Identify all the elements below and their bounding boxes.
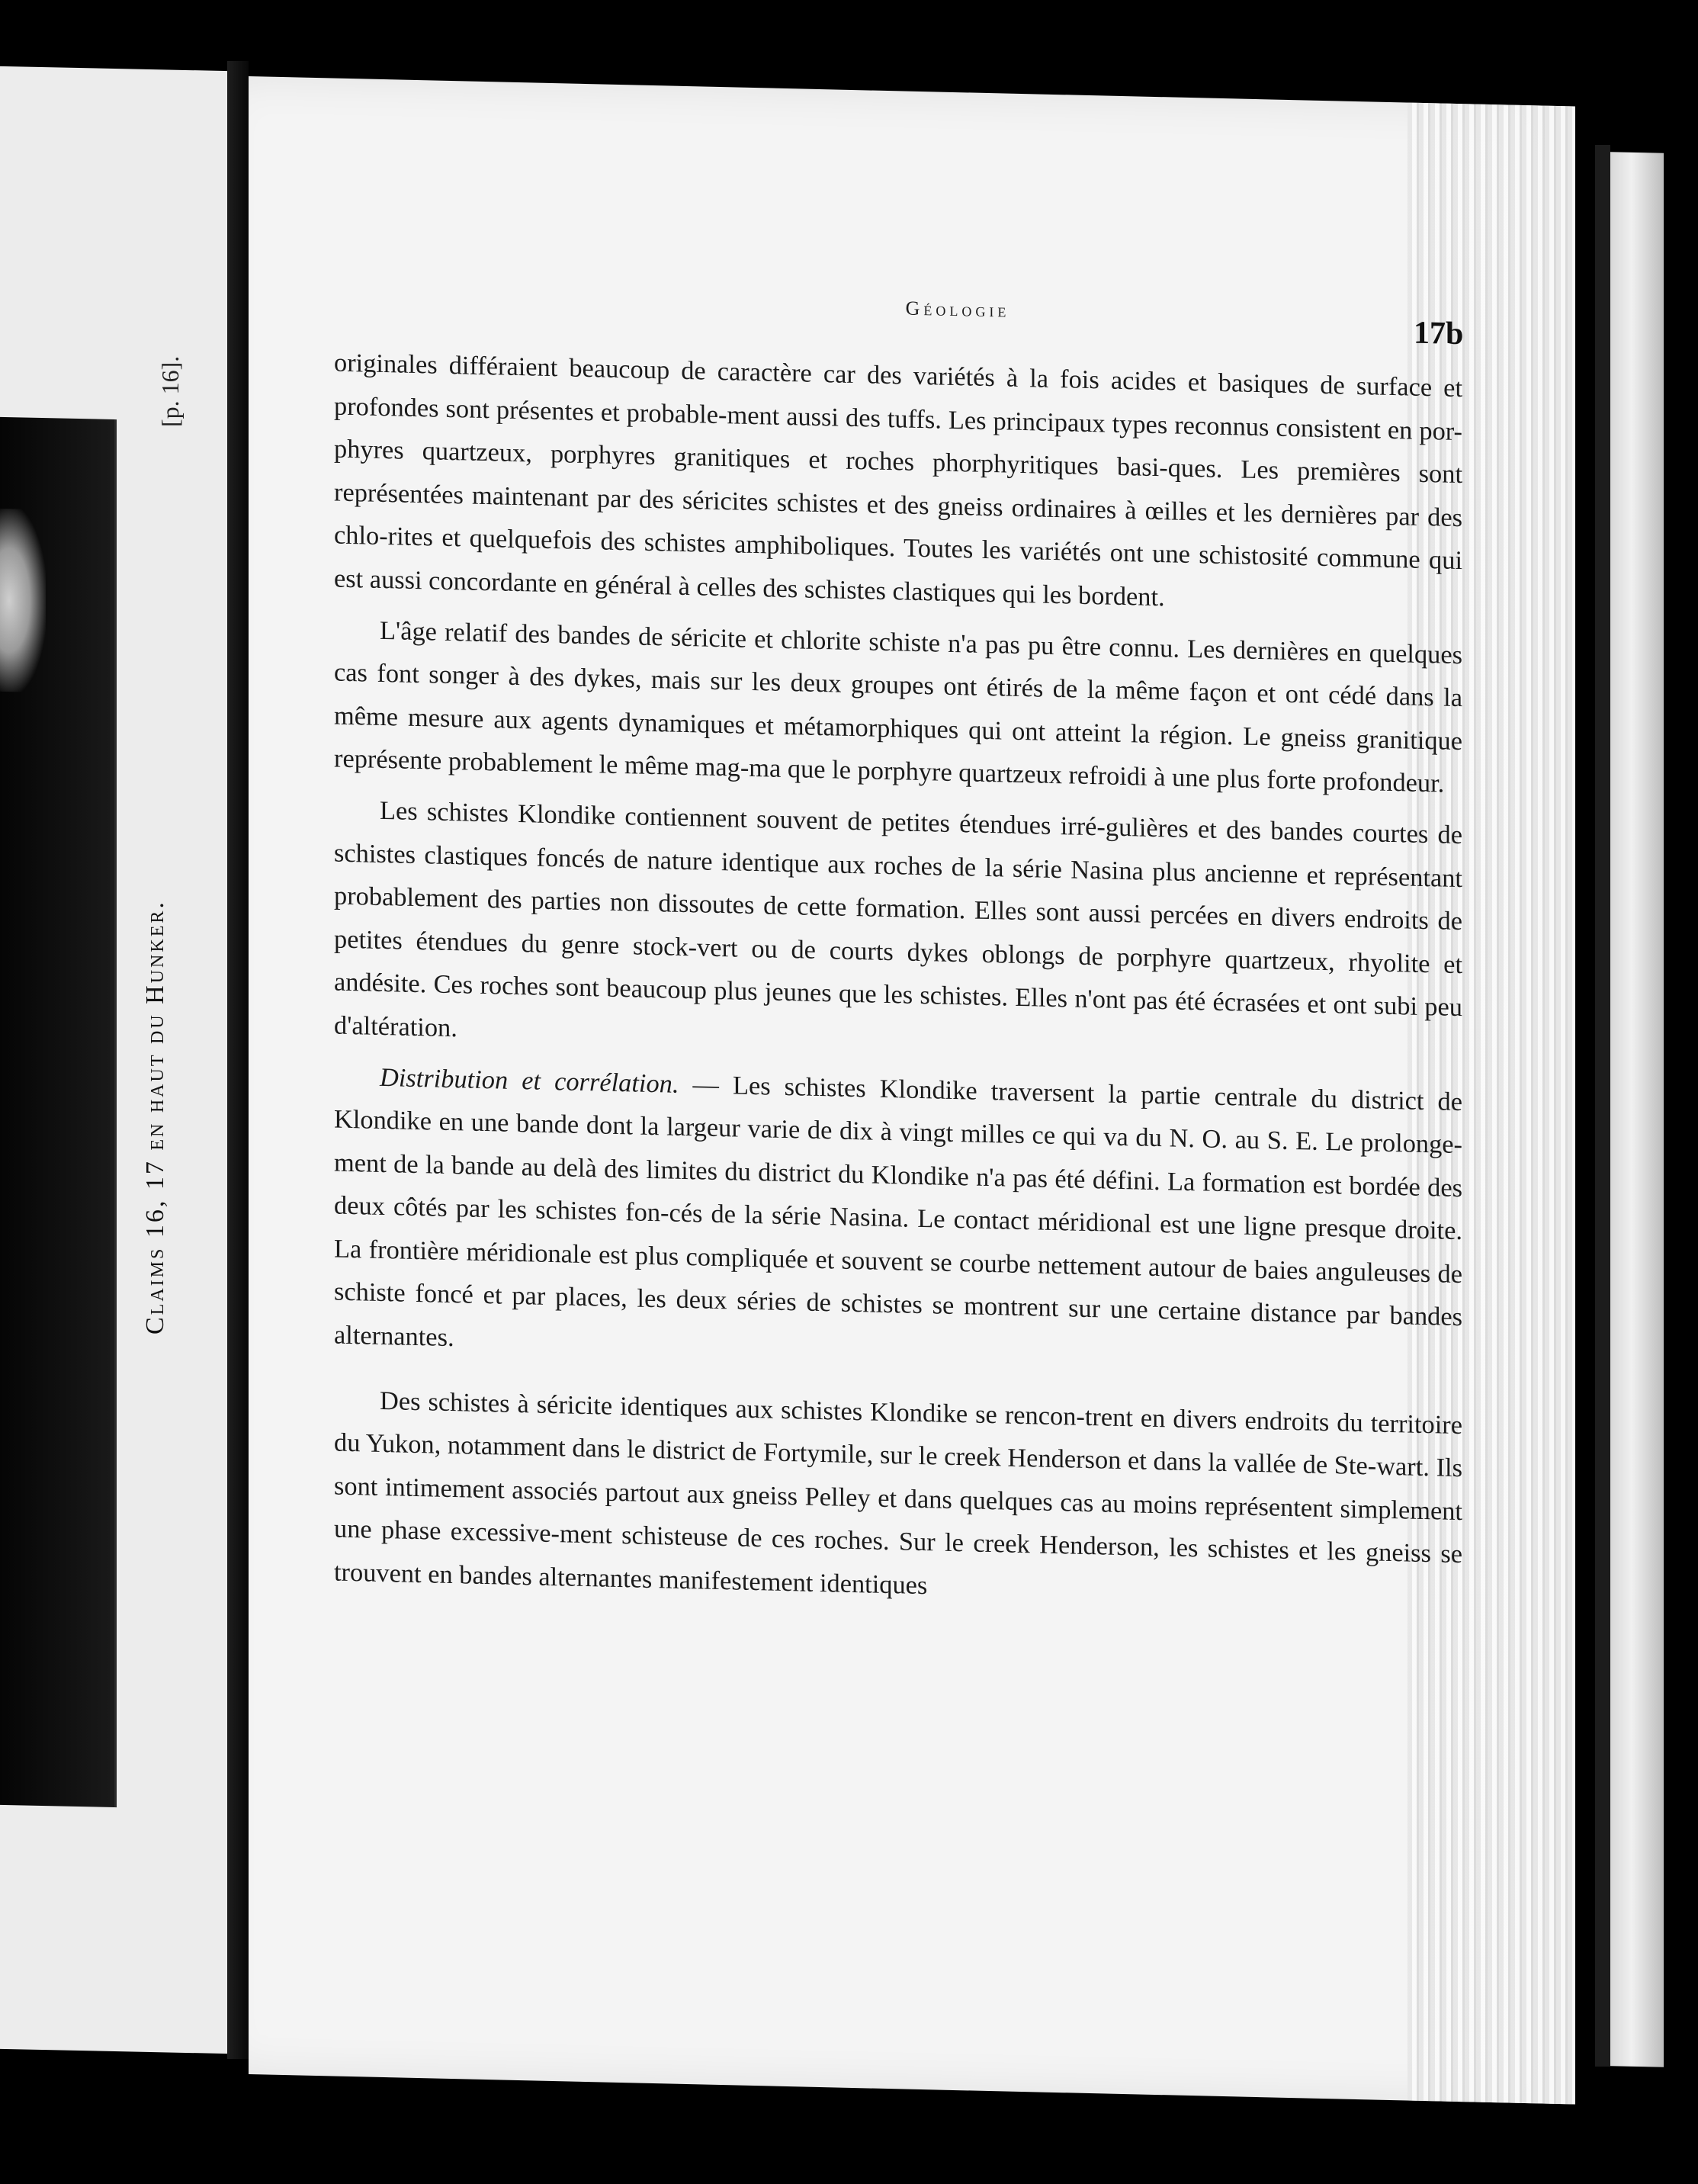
text-line: L'âge relatif des bandes de séricite et chlorite schiste n'a pas pu xyxy=(380,615,1054,660)
text-line: partie centrale du district de Klondike en une bande dont la largeur xyxy=(334,1080,1462,1143)
text-line: courbe nettement autour de baies anguleuses de schiste foncé et par xyxy=(334,1248,1462,1312)
left-page xyxy=(0,66,229,2054)
text-line: par bandes alternantes. xyxy=(334,1300,1462,1353)
text-line: ment aussi des tuffs. Les principaux types reconnus consistent en por- xyxy=(727,400,1462,446)
text-line: une schistosité commune qui est aussi concordante en général à celles xyxy=(334,539,1462,603)
text-line: la région. Le gneiss granitique représente probablement le même mag- xyxy=(334,719,1462,783)
text-line: acides et basiques de surface et profondes sont présentes et probable- xyxy=(334,365,1462,429)
text-line: ment schisteuse de ces roches. Sur le creek Henderson, les schistes et xyxy=(559,1519,1318,1566)
text-line: été défini. La formation est bordée des deux côtés par les schistes fon- xyxy=(334,1164,1462,1228)
text-line: Ces roches sont beaucoup plus jeunes que les schistes. Elles n'ont pas xyxy=(433,969,1168,1016)
section-heading: Distribution et corrélation. xyxy=(380,1062,679,1099)
text-line: Les schistes Klondike contiennent souvent de petites étendues irré- xyxy=(380,795,1106,842)
left-photo xyxy=(0,417,117,1807)
right-page xyxy=(249,76,1575,2104)
text-line: probablement des parties non dissoutes de cette formation. Elles sont xyxy=(334,881,1080,927)
paragraph xyxy=(334,788,1462,1072)
book-spine xyxy=(227,61,249,2059)
text-line: ques. Les premières sont représentées maintenant par des séricites xyxy=(334,453,1463,517)
text-line: identique aux roches de la série Nasina plus ancienne et représentant xyxy=(721,846,1462,893)
text-line: — Les schistes Klondike traversent la xyxy=(679,1069,1128,1109)
left-page-reference: [p. 16]. xyxy=(156,355,184,427)
text-line: droite. La frontière méridionale est plus compliquée et souvent se xyxy=(334,1215,1462,1277)
text-line: gulières et des bandes courtes de schistes clastiques foncés de nature xyxy=(334,812,1462,876)
page-stack-edge xyxy=(1610,152,1664,2067)
text-line: sur les deux groupes ont étirés de la même façon et ont cédé dans la xyxy=(710,666,1462,713)
paragraph xyxy=(334,342,1462,626)
left-page-caption: Claims 16, 17 en haut du Hunker. xyxy=(141,900,169,1334)
text-line: quelques cas au moins représentent simplement une phase excessive- xyxy=(334,1485,1462,1549)
running-header: Géologie xyxy=(905,297,1010,322)
photo-highlight xyxy=(0,509,46,692)
text-line: trent en divers endroits du territoire du Yukon, notamment dans le xyxy=(334,1402,1462,1465)
text-line: schistes et des gneiss ordinaires à œilles et les dernières par des chlo- xyxy=(334,487,1462,551)
paragraph xyxy=(334,1055,1462,1383)
text-line: ma que le porphyre quartzeux refroidi à une plus forte profondeur. xyxy=(749,753,1445,798)
text-line: Des schistes à séricite identiques aux schistes Klondike se rencon- xyxy=(380,1386,1085,1431)
text-line: même mesure aux agents dynamiques et métamorphiques qui ont atteint xyxy=(334,701,1121,748)
text-line: rites et quelquefois des schistes amphiboliques. Toutes les variétés ont xyxy=(387,522,1144,569)
text-line: des schistes clastiques qui les bordent. xyxy=(762,573,1165,612)
text-line: les gneiss se trouvent en bandes alternantes manifestement identiques xyxy=(334,1537,1462,1601)
paragraph xyxy=(334,608,1462,806)
text-line: wart. Ils sont intimement associés partout aux gneiss Pelley et dans xyxy=(334,1451,1462,1514)
text-line: être connu. Les dernières en quelques cas font songer à des dykes, mais xyxy=(334,631,1462,695)
text-line: phyres quartzeux, porphyres granitiques et roches phorphyritiques basi- xyxy=(334,434,1168,483)
text-line: aussi percées en divers endroits de petites étendues du genre stock-vert xyxy=(334,898,1462,963)
page-edge-shadow xyxy=(1595,145,1610,2067)
text-line: ou de courts dykes oblongs de porphyre quartzeux, rhyolite et andésite. xyxy=(334,933,1462,999)
text-line: originales différaient beaucoup de caractère car des variétés à la fois xyxy=(334,348,1099,395)
page-number: 17b xyxy=(1414,315,1464,352)
paragraph xyxy=(334,1378,1462,1620)
text-line: varie de dix à vingt milles ce qui va du N. O. au S. E. Le prolonge- xyxy=(747,1113,1462,1160)
text-line: district de Fortymile, sur le creek Henderson et dans la vallée de Ste- xyxy=(652,1435,1377,1481)
text-line: places, les deux séries de schistes se montrent sur une certaine distance xyxy=(555,1282,1337,1329)
text-line: été écrasées et ont subi peu d'altération. xyxy=(334,986,1462,1043)
text-line: ment de la bande au delà des limites du district du Klondike n'a pas xyxy=(334,1148,1048,1193)
body-text xyxy=(334,342,1462,1620)
text-line: cés de la série Nasina. Le contact méridional est une ligne presque xyxy=(669,1198,1387,1245)
